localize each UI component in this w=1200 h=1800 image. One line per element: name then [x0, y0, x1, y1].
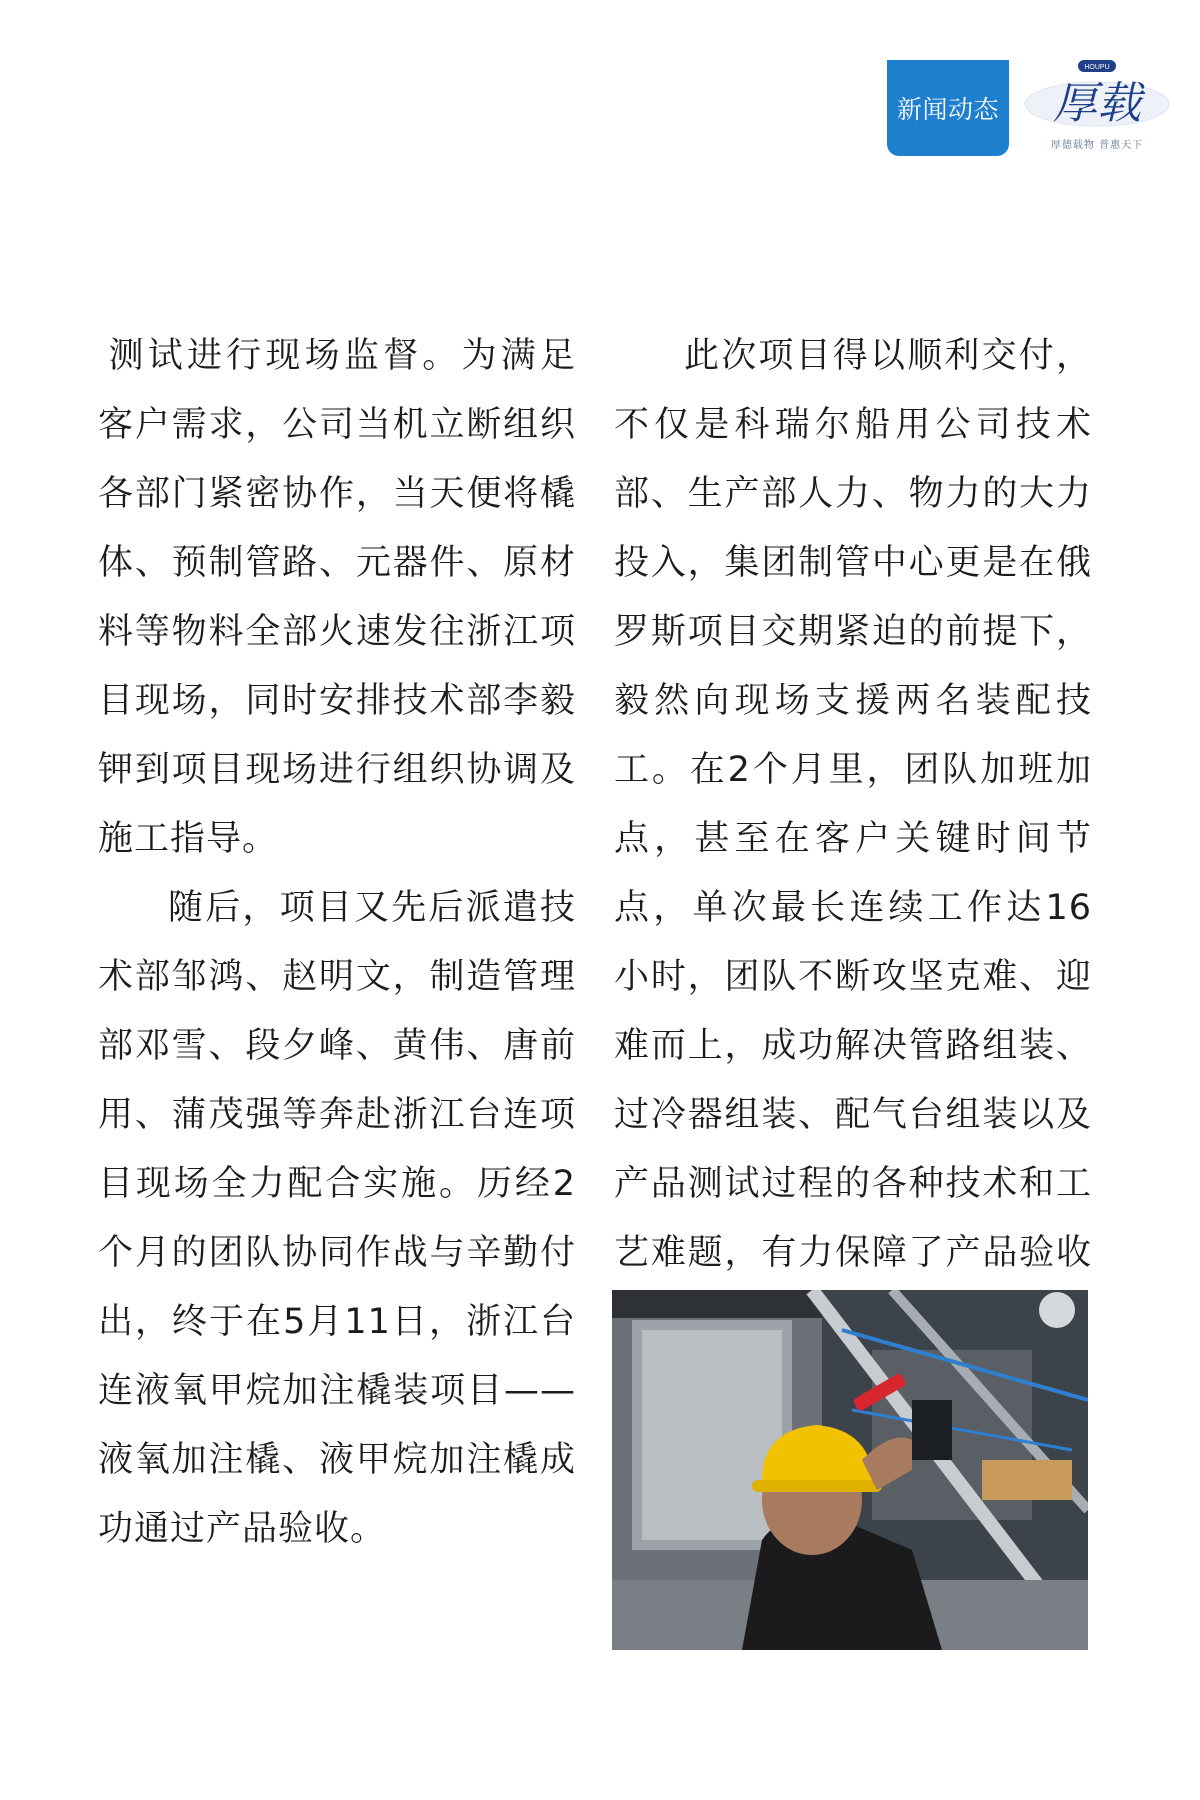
right-column [614, 322, 1092, 1357]
logo-calligraphy-text: 厚载 [1053, 78, 1141, 129]
right-paragraph-1: 此次项目得以顺利交付，不仅是科瑞尔船用公司技术部、生产部人力、物力的大力投入，集团制管中心更是在俄罗斯项目交期紧迫的前提下，毅然向现场支援两名装配技工。在2个月里，团队加班加点，甚至在客户关键时间节点，单次最长连续工作达16小时，团队不断攻坚克难、迎难而上，成功解决管路组装、过冷器组装、配气台组装以及产品测试过程的各种技术和工艺难题，有力保障了产品验收 [614, 336, 1092, 1273]
worker-photo [612, 1290, 1088, 1650]
left-column [98, 322, 576, 1564]
section-tab [887, 60, 1009, 156]
logo-tagline: 厚德载物 普惠天下 [1050, 140, 1144, 151]
left-paragraph-1: 测试进行现场监督。为满足客户需求，公司当机立断组织各部门紧密协作，当天便将橇体、预制管路、元器件、原材料等物料全部火速发往浙江项目现场，同时安排技术部李毅钾到项目现场进行组织协调及施工指导。 [98, 336, 576, 859]
section-tab-label: 新闻动态 [896, 95, 999, 124]
logo-badge-text: HOUPU [1084, 64, 1110, 71]
left-paragraph-2: 随后，项目又先后派遣技术部邹鸿、赵明文，制造管理部邓雪、段夕峰、黄伟、唐前用、蒲茂强等奔赴浙江台连项目现场全力配合实施。历经2个月的团队协同作战与辛勤付出，终于在5月11日，浙江台连液氧甲烷加注橇装项目——液氧加注橇、液甲烷加注橇成功通过产品验收。 [98, 888, 576, 1549]
company-logo [1022, 58, 1172, 150]
